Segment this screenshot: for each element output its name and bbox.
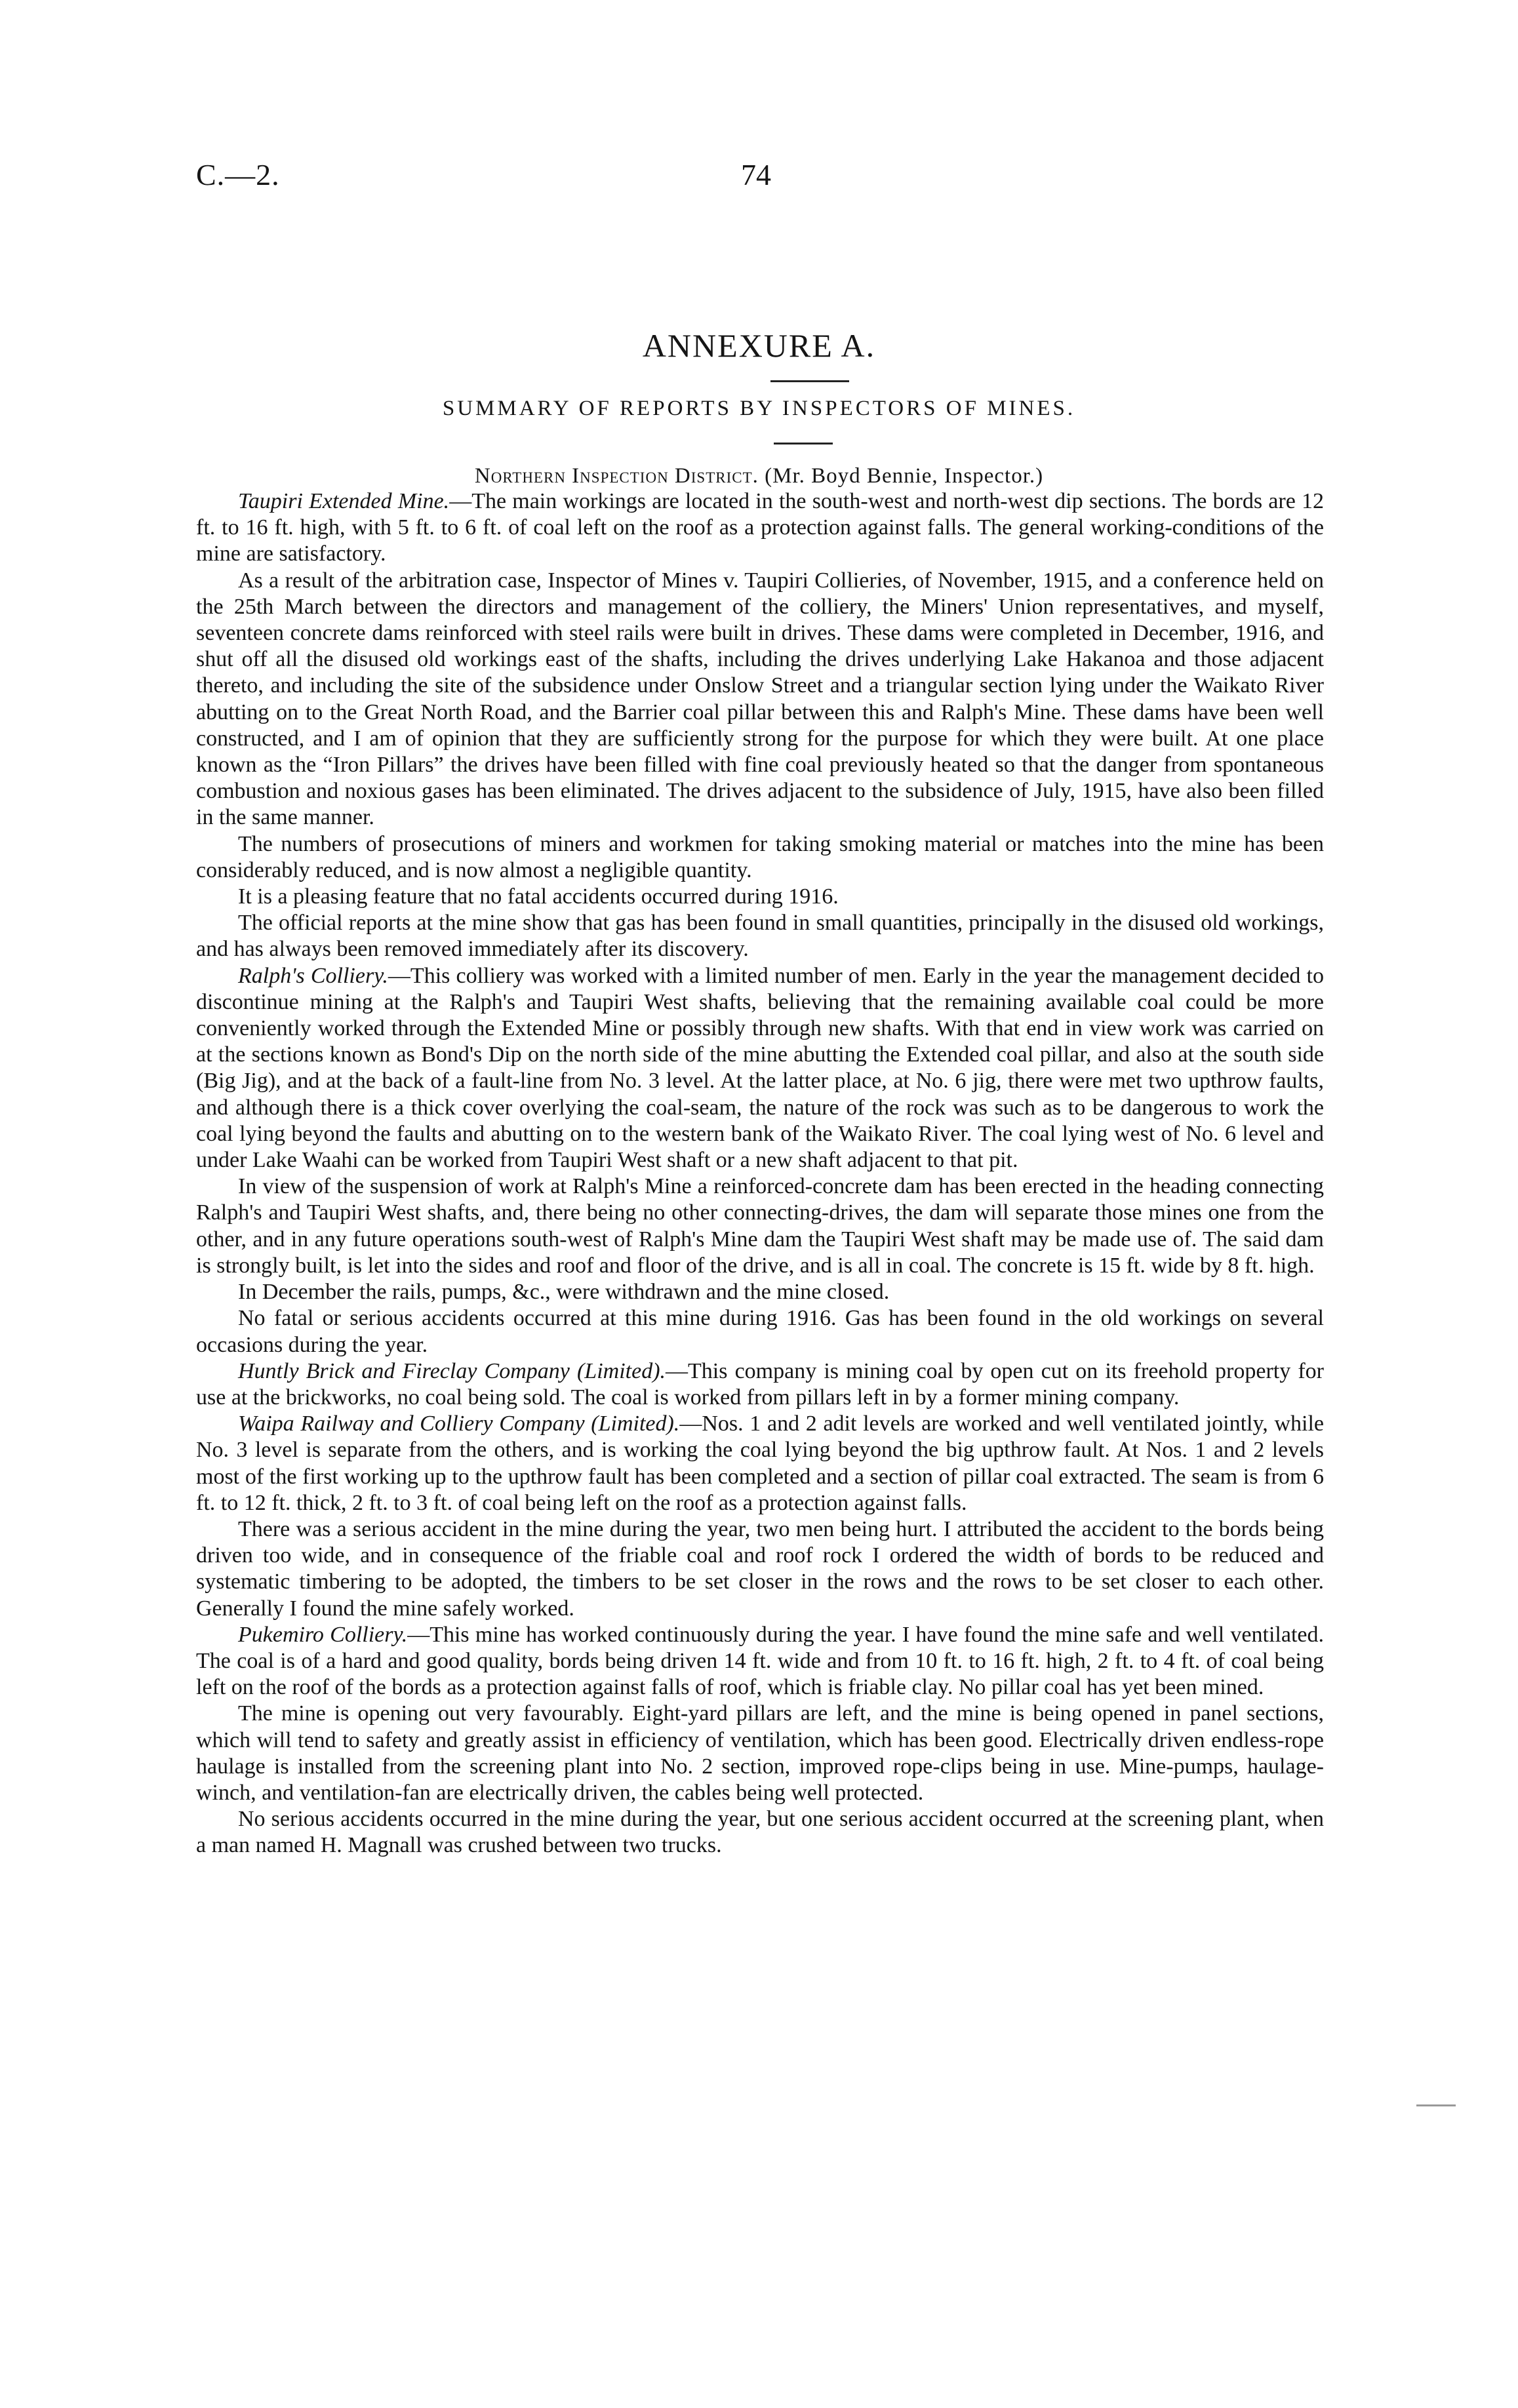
report-paragraph [196,1516,1324,1622]
title-divider [770,380,849,382]
annexure-title: ANNEXURE A. [642,327,876,364]
paragraph-text: The numbers of prosecutions of miners and workmen for taking smoking material or matches into the mine has been considerably reduced, and is now almost a negligible quantity. [196,831,1324,882]
paragraph-text: —This company is mining coal by open cut on its freehold property for use at the brickworks, no coal being sold. The coal is worked from pillars left in by a former mining company. [196,1358,1324,1410]
paragraph-text: The official reports at the mine show that gas has been found in small quantities, principally in the disused old workings, and has always been removed immediately after its discovery. [196,911,1324,962]
paragraph-text: The mine is opening out very favourably. Eight-yard pillars are left, and the mine is being opened in panel sections, which will tend to safety and greatly assist in efficiency of ventilation, which has been good. Electrically driven endless-rope haulage is installed from the screening plant into No. 2 section, improved rope-clips being in use. Mine-pumps, haulage-winch, and ventilation-fan are electrically driven, the cables being well protected. [196,1701,1324,1805]
paragraph-text: In view of the suspension of work at Ralph's Mine a reinforced-concrete dam has been erected in the heading connecting Ralph's and Taupiri West shafts, and, there being no other connecting-drives, the dam will separate those mines one from the other, and in any future operations south-west of Ralph's Mine dam the Taupiri West shaft may be made use of. The said dam is strongly built, is let into the sides and roof and floor of the drive, and is all in coal. The concrete is 15 ft. wide by 8 ft. high. [196,1174,1324,1278]
report-paragraph [196,1622,1324,1701]
paragraph-text: No serious accidents occurred in the mine during the year, but one serious accident occurred at the screening plant, when a man named H. Magnall was crushed between two trucks. [196,1807,1324,1858]
report-paragraph [196,488,1324,568]
document-code: C.—2. [196,158,280,191]
report-body [196,488,1324,1859]
district-heading [0,464,1518,488]
paragraph-lead: Huntly Brick and Fireclay Company (Limited). [238,1358,666,1383]
report-paragraph [196,1358,1324,1411]
district-name: Northern Inspection District. [474,464,759,488]
paragraph-lead: Pukemiro Colliery. [238,1622,408,1647]
report-paragraph [196,1279,1324,1305]
report-paragraph [196,1174,1324,1279]
report-paragraph [196,910,1324,962]
report-paragraph [196,568,1324,831]
report-paragraph [196,831,1324,884]
paragraph-text: As a result of the arbitration case, Inspector of Mines v. Taupiri Collieries, of November, 1915, and a conference held on the 25th March between the directors and management of the colliery, the Miners' Union representatives, and myself, seventeen concrete dams reinforced with steel rails were built in drives. These dams were completed in December, 1916, and shut off all the disused old workings east of the shafts, including the drives underlying Lake Hakanoa and those adjacent thereto, and including the site of the subsidence under Onslow Street and a triangular section lying under the Waikato River abutting on to the Great North Road, and the Barrier coal pillar between this and Ralph's Mine. These dams have been well constructed, and I am of opinion that they are sufficiently strong for the purpose for which they were built. At one place known as the “Iron Pillars” the drives have been filled with fine coal previously heated so that the danger from spontaneous combustion and noxious gases has been eliminated. The drives adjacent to the subsidence of July, 1915, have also been filled in the same manner. [196,568,1324,830]
paragraph-text: No fatal or serious accidents occurred at this mine during 1916. Gas has been found in the old workings on several occasions during the year. [196,1306,1324,1357]
district-inspector: (Mr. Boyd Bennie, Inspector.) [765,464,1044,488]
margin-mark [1416,2104,1456,2106]
paragraph-text: —This mine has worked continuously during the year. I have found the mine safe and well ventilated. The coal is of a hard and good quality, bords being driven 14 ft. wide and from 10 ft. to 16 ft. high, 2 ft. to 4 ft. of coal being left on the roof of the bords as a protection against falls of roof, which is friable clay. No pillar coal has yet been mined. [196,1622,1324,1700]
paragraph-lead: Taupiri Extended Mine. [238,489,450,513]
paragraph-text: It is a pleasing feature that no fatal accidents occurred during 1916. [238,884,839,909]
paragraph-lead: Waipa Railway and Colliery Company (Limited). [238,1411,680,1436]
summary-subtitle: SUMMARY OF REPORTS BY INSPECTORS OF MINES. [442,397,1076,420]
page-number: 74 [741,158,771,191]
paragraph-text: —Nos. 1 and 2 adit levels are worked and well ventilated jointly, while No. 3 level is separate from the others, and is working the coal lying beyond the big upthrow fault. At Nos. 1 and 2 levels most of the first working up to the upthrow fault has been completed and a section of pillar coal extracted. The seam is from 6 ft. to 12 ft. thick, 2 ft. to 3 ft. of coal being left on the roof as a protection against falls. [196,1411,1324,1515]
report-paragraph [196,1411,1324,1516]
paragraph-lead: Ralph's Colliery. [238,963,388,988]
report-paragraph [196,1806,1324,1859]
paragraph-text: In December the rails, pumps, &c., were withdrawn and the mine closed. [238,1280,890,1305]
report-paragraph [196,1305,1324,1358]
report-paragraph [196,963,1324,1174]
paragraph-text: —The main workings are located in the south-west and north-west dip sections. The bords are 12 ft. to 16 ft. high, with 5 ft. to 6 ft. of coal left on the roof as a protection against falls. The general working-conditions of the mine are satisfactory. [196,489,1324,566]
report-paragraph [196,1701,1324,1806]
paragraph-text: —This colliery was worked with a limited number of men. Early in the year the management decided to discontinue mining at the Ralph's and Taupiri West shafts, believing that the remaining available coal could be more conveniently worked through the Extended Mine or possibly through new shafts. With that end in view work was carried on at the sections known as Bond's Dip on the north side of the mine abutting the Extended coal pillar, and also at the south side (Big Jig), and at the back of a fault-line from No. 3 level. At the latter place, at No. 6 jig, there were met two upthrow faults, and although there is a thick cover overlying the coal-seam, the nature of the rock was such as to be dangerous to work the coal lying beyond the faults and abutting on to the western bank of the Waikato River. The coal lying west of No. 6 level and under Lake Waahi can be worked from Taupiri West shaft or a new shaft adjacent to that pit. [196,963,1324,1173]
paragraph-text: There was a serious accident in the mine during the year, two men being hurt. I attributed the accident to the bords being driven too wide, and in consequence of the friable coal and roof rock I ordered the width of bords to be reduced and systematic timbering to be adopted, the timbers to be set closer in the rows and the rows to be set closer to each other. Generally I found the mine safely worked. [196,1516,1324,1621]
subtitle-divider [774,443,833,444]
report-paragraph [196,884,1324,910]
